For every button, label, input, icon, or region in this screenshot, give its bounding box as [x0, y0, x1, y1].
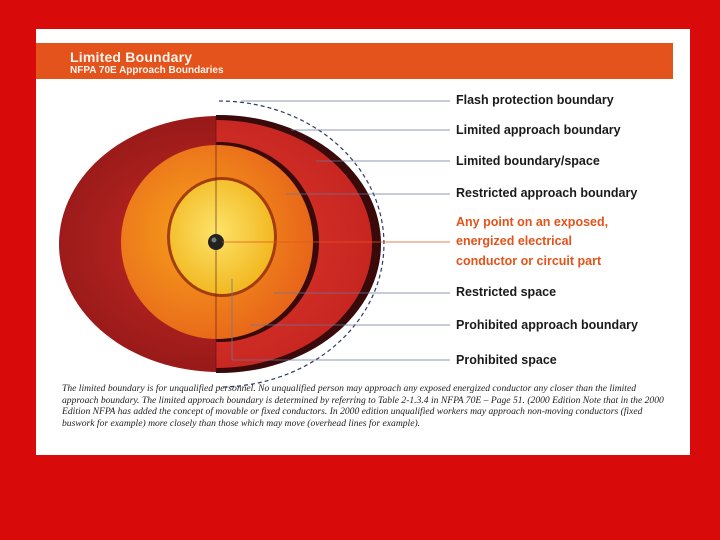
header-subtitle: NFPA 70E Approach Boundaries: [70, 65, 224, 76]
label-limited-boundary-space: Limited boundary/space: [456, 154, 600, 168]
label-exposed-point-line1: Any point on an exposed,: [456, 215, 609, 229]
conductor-point: [208, 234, 224, 250]
label-flash-protection-boundary: Flash protection boundary: [456, 93, 614, 107]
label-limited-approach-boundary: Limited approach boundary: [456, 123, 621, 137]
label-restricted-approach-boundary: Restricted approach boundary: [456, 186, 638, 200]
caption-text: The limited boundary is for unqualified personnel. No unqualified person may approach any exposed energized conductor any closer than the limited approach boundary. The limited approach boundary is determined by referring to Table 2-1.3.4 in NFPA 70E – Page 51. (2000 Edition Note that in the 2000 Edition NFPA has added the concept of movable or fixed conductors. In 2000 edition unqualified workers may approach non-moving conductors (fixed buswork for example) more closely than those which may move (overhead lines for example).: [62, 383, 664, 429]
label-exposed-point-line3: conductor or circuit part: [456, 254, 602, 268]
label-prohibited-approach-boundary: Prohibited approach boundary: [456, 318, 638, 332]
label-exposed-point-line2: energized electrical: [456, 234, 573, 248]
slide: [36, 29, 690, 455]
label-prohibited-space: Prohibited space: [456, 353, 557, 367]
header-title: Limited Boundary: [70, 49, 193, 65]
label-restricted-space: Restricted space: [456, 285, 557, 299]
